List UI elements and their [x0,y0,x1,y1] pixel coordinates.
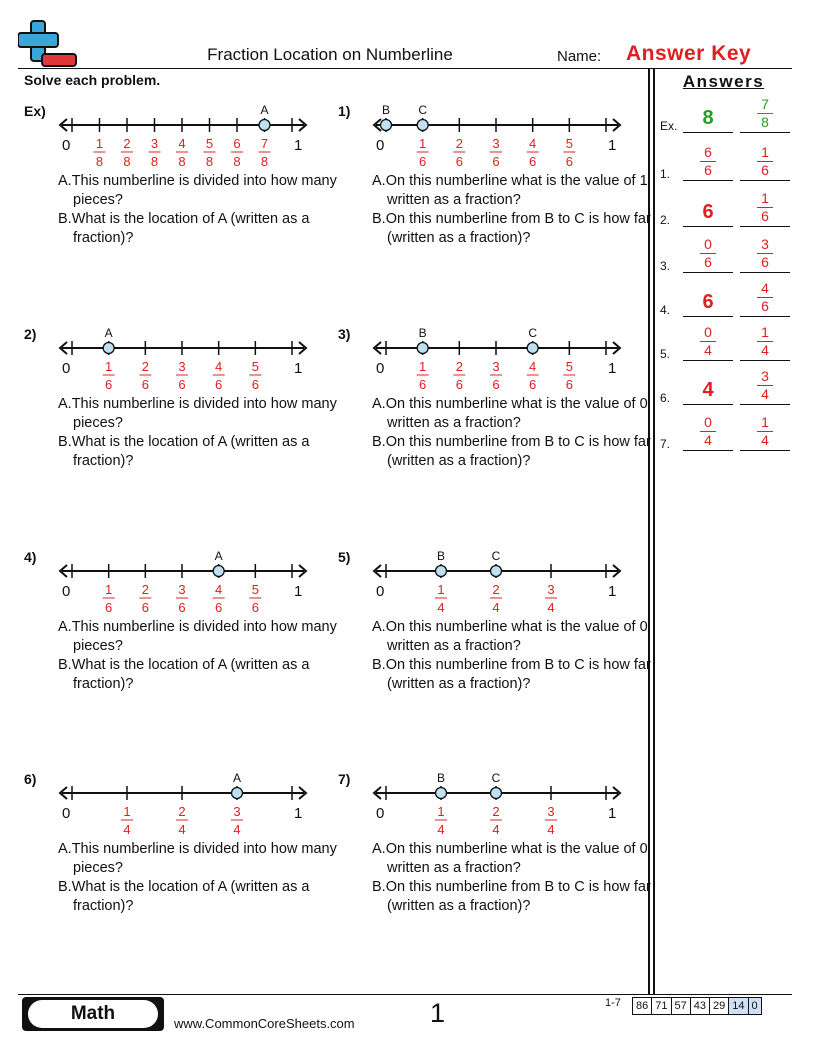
tick-numerator: 2 [123,136,131,151]
question-text: B.On this numberline from B to C is how far (written as a fraction)? [372,211,651,246]
tick-numerator: 2 [492,582,500,597]
tick-denominator: 6 [419,377,427,392]
tick-numerator: 1 [95,136,104,151]
tick-numerator: 3 [492,136,500,151]
problem-number: 6) [24,771,37,787]
tick-denominator: 6 [105,600,113,615]
answer-row-label: Ex. [660,119,678,133]
numberline [338,546,638,626]
point-label: B [381,103,391,117]
tick-numerator: 4 [178,136,186,151]
question-text: A.This numberline is divided into how many pieces? [58,841,337,876]
point-label: C [491,771,501,785]
tick-numerator: 1 [437,582,445,597]
answer-whole: 4 [702,379,714,401]
tick-numerator: 3 [178,359,186,374]
endpoint-end: 1 [608,360,617,377]
point-marker [417,343,428,354]
answer-fraction: 3 6 [740,237,790,270]
numberline [24,323,324,403]
answer-row-label: 5. [660,347,671,361]
endpoint-end: 1 [608,583,617,600]
answer-cell [683,140,733,181]
point-marker [417,120,428,131]
score-cell: 86 [636,1000,649,1012]
instructions: Solve each problem. [24,72,161,88]
tick-denominator: 4 [492,822,500,837]
tick-numerator: 4 [215,582,223,597]
tick-denominator: 4 [492,600,500,615]
questions [372,618,662,694]
tick-numerator: 5 [565,136,573,151]
numberline [24,100,324,180]
point-label: B [436,771,446,785]
answer-cell [683,92,733,133]
questions [372,172,662,248]
problem-number: 1) [338,103,351,119]
question-text: B.On this numberline from B to C is how far (written as a fraction)? [372,657,651,692]
problem [338,546,651,746]
endpoint-end: 1 [608,137,617,154]
question-text: B.On this numberline from B to C is how far (written as a fraction)? [372,434,651,469]
question-text: A.On this numberline what is the value of 1 written as a fraction? [372,173,648,208]
answer-fraction: 7 8 [740,97,790,130]
answer-cell [740,276,790,317]
tick-denominator: 6 [251,377,259,392]
tick-denominator: 6 [251,600,259,615]
tick-denominator: 6 [178,377,186,392]
point-label: C [491,549,501,563]
endpoint-end: 1 [608,805,617,822]
tick-numerator: 3 [547,804,555,819]
tick-numerator: 3 [233,804,241,819]
tick-denominator: 6 [492,377,500,392]
point-label: B [418,326,427,340]
point-label: A [260,103,269,117]
tick-denominator: 6 [529,154,537,169]
tick-denominator: 8 [260,154,269,169]
tick-denominator: 6 [141,377,149,392]
numberline [24,768,324,848]
point-label: A [104,326,113,340]
tick-numerator: 2 [141,359,149,374]
tick-numerator: 2 [178,804,186,819]
question-text: B.On this numberline from B to C is how far (written as a fraction)? [372,879,651,914]
point-label: A [214,549,223,563]
question-text: A.On this numberline what is the value of 0 written as a fraction? [372,619,648,654]
answer-cell [740,186,790,227]
tick-denominator: 4 [178,822,186,837]
problem [338,323,651,523]
problem-number: 3) [338,326,351,342]
subject-badge-label: Math [28,1000,158,1028]
tick-numerator: 2 [455,359,463,374]
tick-denominator: 6 [105,377,113,392]
questions [372,395,662,471]
answer-cell [740,410,790,451]
answer-fraction: 3 4 [740,369,790,402]
tick-denominator: 4 [437,600,445,615]
questions [58,395,348,471]
answer-fraction: 6 6 [683,145,733,178]
tick-denominator: 8 [205,154,214,169]
problem-number: Ex) [24,103,46,119]
tick-denominator: 4 [233,822,241,837]
tick-denominator: 6 [178,600,186,615]
site-url: www.CommonCoreSheets.com [174,1016,355,1031]
tick-numerator: 4 [215,359,223,374]
answer-fraction: 1 6 [740,145,790,178]
point-label: C [418,103,428,117]
answer-fraction: 4 6 [740,281,790,314]
tick-numerator: 5 [205,136,214,151]
problem [24,768,337,968]
answer-row-label: 4. [660,303,671,317]
tick-denominator: 6 [492,154,500,169]
tick-denominator: 6 [565,377,573,392]
tick-numerator: 3 [492,359,500,374]
point-label: A [232,771,242,785]
header-rule [18,68,792,69]
tick-numerator: 7 [260,136,269,151]
point-marker [213,566,224,577]
tick-numerator: 1 [437,804,445,819]
tick-denominator: 6 [215,600,223,615]
score-cell: 29 [709,998,728,1014]
answer-cell [740,320,790,361]
answer-whole: 8 [702,107,714,129]
tick-denominator: 8 [95,154,104,169]
tick-denominator: 4 [437,822,445,837]
tick-denominator: 4 [123,822,131,837]
question-text: B.What is the location of A (written as a fraction)? [58,211,310,246]
answer-cell [683,186,733,227]
endpoint-start: 0 [376,805,385,822]
question-text: B.What is the location of A (written as a fraction)? [58,879,310,914]
answer-cell [683,320,733,361]
tick-numerator: 5 [251,359,259,374]
tick-denominator: 6 [455,377,463,392]
tick-denominator: 6 [565,154,573,169]
endpoint-start: 0 [62,137,71,154]
tick-denominator: 4 [547,822,555,837]
question-text: A.On this numberline what is the value of 0 written as a fraction? [372,841,648,876]
tick-numerator: 5 [251,582,259,597]
tick-numerator: 2 [141,582,149,597]
numberline [338,323,638,403]
score-cell: 14 [728,998,747,1014]
endpoint-start: 0 [376,137,385,154]
score-table [632,997,762,1015]
endpoint-end: 1 [294,137,303,154]
point-marker [527,343,538,354]
endpoint-start: 0 [376,360,385,377]
tick-denominator: 8 [150,154,159,169]
answer-fraction: 1 4 [740,415,790,448]
answer-row-label: 6. [660,391,671,405]
footer-rule [18,994,792,995]
score-cell: 57 [671,998,690,1014]
problem-number: 4) [24,549,37,565]
score-range-label: 1-7 [605,997,621,1009]
questions [58,840,348,916]
answer-whole: 6 [702,201,714,223]
question-text: B.What is the location of A (written as a fraction)? [58,434,310,469]
answer-fraction: 1 6 [740,191,790,224]
tick-numerator: 3 [150,136,159,151]
questions [58,618,348,694]
tick-numerator: 4 [529,359,537,374]
point-marker [491,566,502,577]
endpoint-end: 1 [294,360,303,377]
problem-number: 7) [338,771,351,787]
score-cell: 43 [690,998,709,1014]
endpoint-end: 1 [294,583,303,600]
point-marker [436,788,447,799]
questions [58,172,348,248]
answer-cell [683,410,733,451]
tick-numerator: 3 [178,582,186,597]
tick-denominator: 8 [233,154,241,169]
tick-numerator: 1 [105,582,113,597]
page-number: 1 [430,998,446,1028]
point-label: C [528,326,538,340]
tick-denominator: 4 [547,600,555,615]
endpoint-start: 0 [62,360,71,377]
question-text: A.On this numberline what is the value of 0 written as a fraction? [372,396,648,431]
tick-numerator: 1 [123,804,131,819]
point-marker [491,788,502,799]
problem-number: 5) [338,549,351,565]
questions [372,840,662,916]
problem [338,100,651,300]
answer-fraction: 0 6 [683,237,733,270]
point-marker [436,566,447,577]
problem [24,546,337,746]
tick-denominator: 6 [455,154,463,169]
tick-numerator: 2 [492,804,500,819]
tick-denominator: 6 [141,600,149,615]
endpoint-start: 0 [62,583,71,600]
tick-denominator: 8 [178,154,186,169]
tick-denominator: 6 [529,377,537,392]
tick-numerator: 1 [419,136,427,151]
tick-numerator: 6 [233,136,241,151]
tick-numerator: 3 [547,582,555,597]
endpoint-end: 1 [294,805,303,822]
answer-fraction: 0 4 [683,415,733,448]
problem [24,323,337,523]
endpoint-start: 0 [376,583,385,600]
question-text: A.This numberline is divided into how many pieces? [58,619,337,654]
problem-number: 2) [24,326,37,342]
answer-cell [740,232,790,273]
point-marker [103,343,114,354]
endpoint-start: 0 [62,805,71,822]
name-label: Name: [557,48,602,65]
tick-numerator: 5 [565,359,573,374]
answer-cell [683,364,733,405]
name-value: Answer Key [626,42,752,65]
problem [24,100,337,300]
numberline [24,546,324,626]
tick-numerator: 1 [419,359,427,374]
question-text: A.This numberline is divided into how many pieces? [58,396,337,431]
answer-cell [683,276,733,317]
numberline [338,768,638,848]
point-marker [259,120,270,131]
point-label: B [436,549,446,563]
answer-fraction: 0 4 [683,325,733,358]
point-marker [232,788,243,799]
answer-cell [740,140,790,181]
answer-fraction: 1 4 [740,325,790,358]
answer-row-label: 1. [660,167,671,181]
question-text: A.This numberline is divided into how many pieces? [58,173,337,208]
numberline [338,100,638,180]
tick-denominator: 6 [215,377,223,392]
tick-denominator: 6 [419,154,427,169]
question-text: B.What is the location of A (written as a fraction)? [58,657,310,692]
answer-row-label: 2. [660,213,671,227]
score-cell: 0 [748,998,761,1014]
answers-title: Answers [682,72,765,91]
answer-cell [683,232,733,273]
answer-whole: 6 [702,291,714,313]
tick-numerator: 1 [105,359,113,374]
tick-numerator: 2 [455,136,463,151]
tick-denominator: 8 [123,154,131,169]
answer-cell [740,92,790,133]
tick-numerator: 4 [529,136,537,151]
page-title: Fraction Location on Numberline [207,45,453,64]
answer-cell [740,364,790,405]
answer-row-label: 7. [660,437,671,451]
point-marker [381,120,392,131]
answer-row-label: 3. [660,259,671,273]
problem [338,768,651,968]
score-cell: 71 [651,998,670,1014]
